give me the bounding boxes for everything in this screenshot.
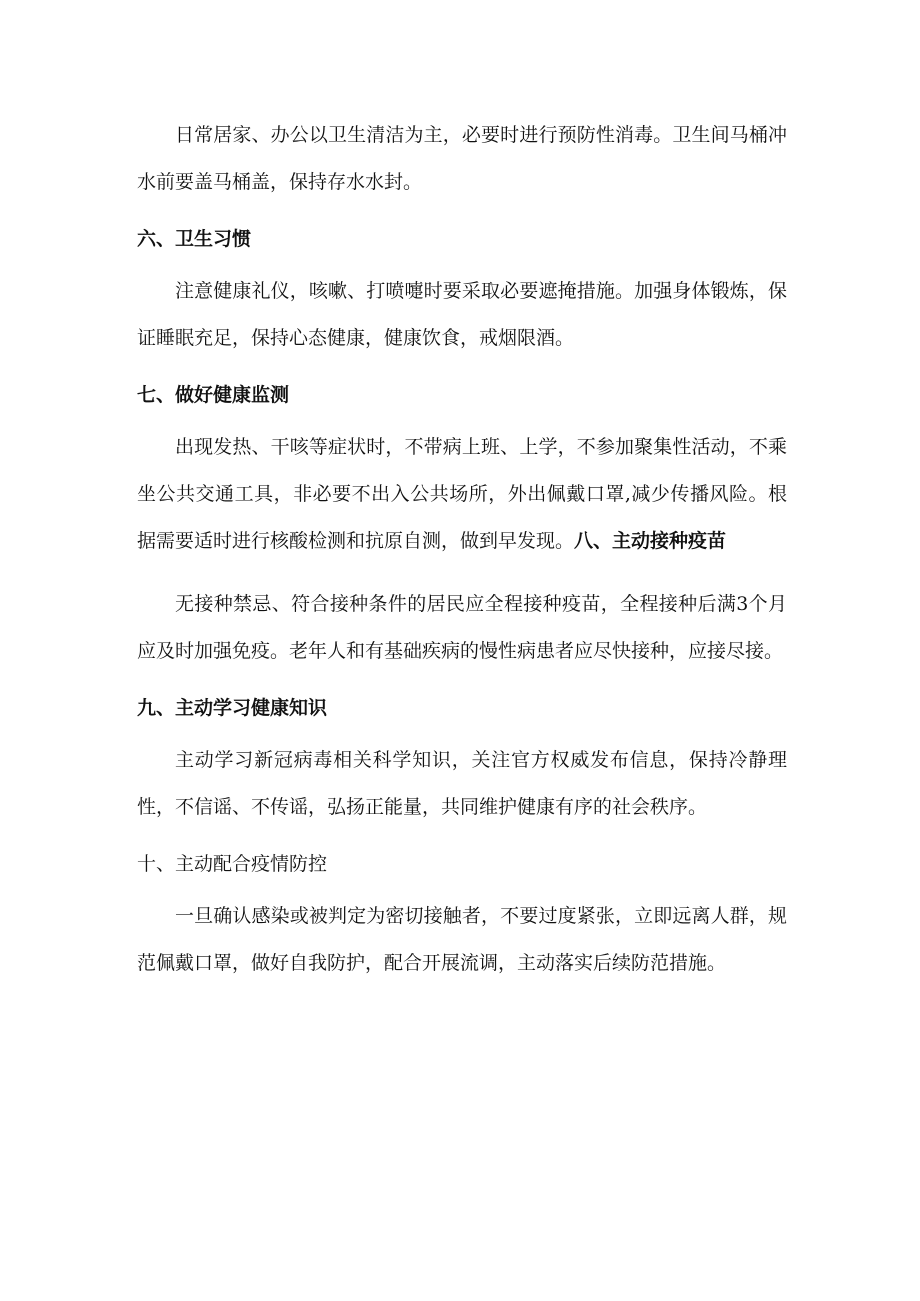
heading-hygiene-habits: 六、卫生习惯	[137, 228, 252, 250]
paragraph-health-monitoring-text: 出现发热、干咳等症状时，不带病上班、上学，不参加聚集性活动，不乘坐公共交通工具，非必要不出入公共场所，外出佩戴口罩,减少传播风险。根据需要适时进行核酸检测和抗原自测，做到早发现。	[137, 436, 787, 552]
document-page	[137, 112, 787, 1005]
heading-vaccination: 八、主动接种疫苗	[574, 530, 727, 552]
paragraph-cleaning: 日常居家、办公以卫生清洁为主，必要时进行预防性消毒。卫生间马桶冲水前要盖马桶盖，保持存水水封。	[137, 124, 787, 193]
paragraph-epidemic-cooperation: 一旦确认感染或被判定为密切接触者，不要过度紧张，立即远离人群，规范佩戴口罩，做好自我防护，配合开展流调，主动落实后续防范措施。	[137, 905, 787, 974]
paragraph-vaccination: 无接种禁忌、符合接种条件的居民应全程接种疫苗，全程接种后满3个月应及时加强免疫。老年人和有基础疾病的慢性病患者应尽快接种，应接尽接。	[137, 593, 787, 662]
paragraph-health-knowledge: 主动学习新冠病毒相关科学知识，关注官方权威发布信息，保持冷静理性，不信谣、不传谣，弘扬正能量，共同维护健康有序的社会秩序。	[137, 749, 787, 818]
heading-health-knowledge: 九、主动学习健康知识	[137, 697, 328, 719]
paragraph-health-monitoring	[137, 424, 787, 565]
paragraph-hygiene-habits: 注意健康礼仪，咳嗽、打喷嚏时要采取必要遮掩措施。加强身体锻炼，保证睡眠充足，保持心态健康，健康饮食，戒烟限酒。	[137, 280, 787, 349]
heading-epidemic-cooperation: 十、主动配合疫情防控	[137, 853, 328, 875]
heading-health-monitoring: 七、做好健康监测	[137, 384, 290, 406]
